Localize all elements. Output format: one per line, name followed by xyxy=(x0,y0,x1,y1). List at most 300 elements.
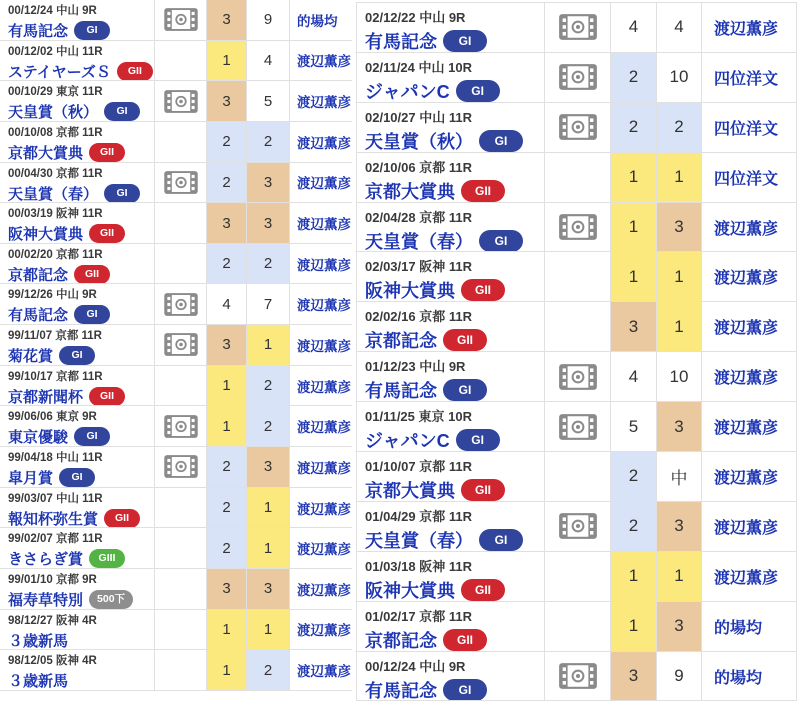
race-name-line xyxy=(365,477,542,501)
race-info-cell xyxy=(0,406,155,446)
race-name-link[interactable]: 菊花賞 xyxy=(8,348,54,365)
jockey-cell xyxy=(290,203,352,243)
video-icon[interactable] xyxy=(164,415,198,438)
frame-number-cell: 3 xyxy=(207,203,247,243)
race-row xyxy=(357,652,796,701)
grade-badge: GI xyxy=(479,130,523,152)
frame-number-cell: 3 xyxy=(611,652,657,701)
jockey-link[interactable]: 渡辺薫彦 xyxy=(714,270,779,288)
race-name-line xyxy=(8,386,152,406)
finish-number-cell: 中 xyxy=(657,452,702,501)
race-name-line xyxy=(8,61,152,81)
finish-number-cell: 3 xyxy=(247,203,290,243)
grade-badge: GII xyxy=(89,224,125,243)
jockey-cell xyxy=(702,552,796,601)
race-row xyxy=(0,163,352,204)
jockey-cell xyxy=(290,0,352,40)
finish-number-cell: 3 xyxy=(657,203,702,252)
jockey-link[interactable]: 渡辺薫彦 xyxy=(297,501,351,517)
frame-number-cell: 1 xyxy=(207,610,247,650)
frame-number-cell: 2 xyxy=(207,163,247,203)
jockey-cell xyxy=(702,302,796,351)
race-row xyxy=(0,0,352,41)
race-name-line xyxy=(8,589,152,609)
frame-number-cell: 3 xyxy=(611,302,657,351)
jockey-cell xyxy=(702,502,796,551)
jockey-link[interactable]: 的場均 xyxy=(297,13,338,29)
race-row xyxy=(357,502,796,552)
jockey-cell xyxy=(290,284,352,324)
race-info-cell xyxy=(0,528,155,568)
race-name-link[interactable]: 天皇賞（秋） xyxy=(365,131,473,152)
race-name-line xyxy=(8,101,152,121)
race-name-link[interactable]: 有馬記念 xyxy=(365,680,437,701)
video-icon[interactable] xyxy=(559,114,597,140)
video-cell xyxy=(155,41,207,81)
jockey-link[interactable]: 渡辺薫彦 xyxy=(714,320,779,338)
race-date: 01/02/17 京都 11R xyxy=(365,608,472,624)
video-icon[interactable] xyxy=(559,364,597,390)
race-name-link[interactable]: 有馬記念 xyxy=(8,23,69,40)
race-name-link[interactable]: 福寿草特別 xyxy=(8,591,84,609)
frame-number-cell: 1 xyxy=(207,41,247,81)
race-name-link[interactable]: きさらぎ賞 xyxy=(8,551,84,568)
video-cell xyxy=(545,652,611,701)
frame-number-cell: 2 xyxy=(611,103,657,152)
race-date: 01/10/07 京都 11R xyxy=(365,459,472,475)
finish-number-cell: 10 xyxy=(657,53,702,102)
race-name-line xyxy=(365,677,542,701)
video-cell xyxy=(155,488,207,528)
jockey-cell xyxy=(702,352,796,401)
jockey-link[interactable]: 渡辺薫彦 xyxy=(297,298,351,314)
finish-number-cell: 9 xyxy=(247,0,290,40)
race-name-link[interactable]: ３歳新馬 xyxy=(8,673,69,690)
race-date: 02/12/22 中山 9R xyxy=(365,10,466,25)
race-name-link[interactable]: 京都記念 xyxy=(365,331,437,352)
finish-number-cell: 2 xyxy=(657,103,702,152)
race-name-link[interactable]: ジャパンC xyxy=(365,431,450,452)
race-name-link[interactable]: 阪神大賞典 xyxy=(365,580,455,601)
race-name-line xyxy=(8,508,152,528)
race-name-link[interactable]: 天皇賞（春） xyxy=(365,231,473,252)
race-info-cell xyxy=(357,203,545,252)
frame-number-cell: 5 xyxy=(611,402,657,451)
jockey-cell xyxy=(290,650,352,690)
race-name-line xyxy=(365,28,542,52)
race-info-cell xyxy=(357,153,545,202)
video-cell xyxy=(545,53,611,102)
race-name-link[interactable]: 京都新聞杯 xyxy=(8,388,84,406)
grade-badge: GII xyxy=(117,62,153,81)
race-date: 98/12/27 阪神 4R xyxy=(8,614,97,627)
race-name-link[interactable]: 有馬記念 xyxy=(365,381,437,402)
grade-badge: GII xyxy=(461,479,505,501)
grade-badge: GII xyxy=(443,629,487,651)
jockey-cell xyxy=(290,447,352,487)
finish-number-cell: 3 xyxy=(247,163,290,203)
race-name-line xyxy=(365,577,542,601)
race-info-cell xyxy=(357,3,545,52)
race-name-line xyxy=(8,223,152,243)
jockey-link[interactable]: 渡辺薫彦 xyxy=(297,217,351,233)
race-date: 99/02/07 京都 11R xyxy=(8,533,103,546)
race-row xyxy=(0,366,352,407)
jockey-link[interactable]: 渡辺薫彦 xyxy=(297,54,351,70)
grade-badge: GII xyxy=(461,180,505,202)
race-row xyxy=(357,203,796,253)
finish-number-cell: 9 xyxy=(657,652,702,701)
race-date: 00/04/30 京都 11R xyxy=(8,167,103,180)
race-name-line xyxy=(365,78,542,102)
race-info-cell xyxy=(0,488,155,528)
race-info-cell xyxy=(357,452,545,501)
jockey-cell xyxy=(702,103,796,152)
jockey-cell xyxy=(702,3,796,52)
jockey-cell xyxy=(702,252,796,301)
video-icon[interactable] xyxy=(164,90,198,113)
race-date: 00/02/20 京都 11R xyxy=(8,248,103,261)
video-icon[interactable] xyxy=(164,333,198,356)
jockey-link[interactable]: 四位洋文 xyxy=(714,170,779,188)
video-icon[interactable] xyxy=(559,663,597,689)
video-icon[interactable] xyxy=(559,513,597,539)
race-info-cell xyxy=(0,163,155,203)
finish-number-cell: 2 xyxy=(247,406,290,446)
race-name-line xyxy=(365,277,542,301)
jockey-link[interactable]: 渡辺薫彦 xyxy=(297,623,351,639)
race-name-link[interactable]: ステイヤーズＳ xyxy=(8,63,111,81)
race-name-link[interactable]: 東京優駿 xyxy=(8,429,69,447)
grade-badge: GI xyxy=(74,427,110,446)
frame-number-cell: 4 xyxy=(611,3,657,52)
frame-number-cell: 1 xyxy=(611,602,657,651)
jockey-link[interactable]: 渡辺薫彦 xyxy=(297,176,351,192)
finish-number-cell: 1 xyxy=(657,153,702,202)
grade-badge: GI xyxy=(104,184,140,203)
race-name-link[interactable]: 京都大賞典 xyxy=(8,144,84,162)
race-date: 00/10/08 京都 11R xyxy=(8,126,103,139)
race-date: 99/03/07 中山 11R xyxy=(8,492,103,505)
video-cell xyxy=(545,552,611,601)
frame-number-cell: 2 xyxy=(207,122,247,162)
frame-number-cell: 2 xyxy=(611,452,657,501)
frame-number-cell: 4 xyxy=(207,284,247,324)
race-info-cell xyxy=(357,652,545,701)
grade-badge: GI xyxy=(59,468,95,487)
finish-number-cell: 3 xyxy=(657,602,702,651)
jockey-cell xyxy=(702,402,796,451)
video-icon[interactable] xyxy=(559,64,597,90)
race-name-link[interactable]: 天皇賞（春） xyxy=(365,530,473,551)
race-name-link[interactable]: 京都大賞典 xyxy=(365,181,455,202)
jockey-link[interactable]: 渡辺薫彦 xyxy=(297,664,351,680)
finish-number-cell: 3 xyxy=(247,447,290,487)
race-name-line xyxy=(8,20,152,40)
jockey-cell xyxy=(290,366,352,406)
frame-number-cell: 1 xyxy=(611,153,657,202)
jockey-link[interactable]: 四位洋文 xyxy=(714,120,779,138)
finish-number-cell: 1 xyxy=(247,488,290,528)
grade-badge: GI xyxy=(443,379,487,401)
jockey-link[interactable]: 的場均 xyxy=(714,669,763,687)
grade-badge: GIII xyxy=(89,549,125,568)
race-name-link[interactable]: 京都大賞典 xyxy=(365,481,455,501)
video-icon[interactable] xyxy=(164,293,198,316)
race-date: 00/03/19 阪神 11R xyxy=(8,208,103,221)
race-info-cell xyxy=(0,244,155,284)
race-info-cell xyxy=(357,53,545,102)
video-icon[interactable] xyxy=(559,414,597,440)
race-date: 99/04/18 中山 11R xyxy=(8,452,103,465)
grade-badge: GI xyxy=(104,102,140,121)
race-row xyxy=(357,302,796,352)
race-date: 02/04/28 京都 11R xyxy=(365,209,472,225)
finish-number-cell: 2 xyxy=(247,650,290,690)
video-cell xyxy=(155,284,207,324)
grade-badge: GI xyxy=(443,30,487,52)
race-row xyxy=(357,552,796,602)
video-cell xyxy=(545,3,611,52)
grade-badge: GII xyxy=(89,387,125,406)
race-name-line xyxy=(8,670,152,690)
jockey-link[interactable]: 渡辺薫彦 xyxy=(297,95,351,111)
jockey-cell xyxy=(702,452,796,501)
grade-badge: GII xyxy=(89,143,125,162)
video-icon[interactable] xyxy=(559,14,597,40)
finish-number-cell: 1 xyxy=(657,302,702,351)
video-cell xyxy=(545,302,611,351)
finish-number-cell: 2 xyxy=(247,122,290,162)
video-cell xyxy=(155,406,207,446)
jockey-link[interactable]: 渡辺薫彦 xyxy=(714,469,779,487)
frame-number-cell: 3 xyxy=(207,0,247,40)
race-info-cell xyxy=(0,203,155,243)
frame-number-cell: 4 xyxy=(611,352,657,401)
race-name-link[interactable]: 天皇賞（春） xyxy=(8,185,99,203)
jockey-link[interactable]: 渡辺薫彦 xyxy=(297,338,351,354)
race-info-cell xyxy=(0,81,155,121)
race-info-cell xyxy=(0,41,155,81)
jockey-link[interactable]: 的場均 xyxy=(714,619,763,637)
race-info-cell xyxy=(357,302,545,351)
race-row xyxy=(357,452,796,502)
race-row xyxy=(0,447,352,488)
video-cell xyxy=(545,153,611,202)
jockey-link[interactable]: 渡辺薫彦 xyxy=(297,135,351,151)
race-info-cell xyxy=(0,0,155,40)
race-row xyxy=(0,203,352,244)
race-results-table-left xyxy=(0,0,352,691)
finish-number-cell: 1 xyxy=(247,610,290,650)
race-row xyxy=(0,650,352,691)
jockey-cell xyxy=(290,122,352,162)
race-row xyxy=(0,406,352,447)
race-row xyxy=(0,284,352,325)
race-name-line xyxy=(8,304,152,324)
race-row xyxy=(0,569,352,610)
race-date: 01/12/23 中山 9R xyxy=(365,359,466,375)
jockey-cell xyxy=(702,602,796,651)
race-date: 02/11/24 中山 10R xyxy=(365,59,472,75)
race-info-cell xyxy=(357,352,545,401)
finish-number-cell: 1 xyxy=(657,252,702,301)
frame-number-cell: 1 xyxy=(611,252,657,301)
race-date: 99/10/17 京都 11R xyxy=(8,370,103,383)
jockey-link[interactable]: 渡辺薫彦 xyxy=(297,420,351,436)
jockey-link[interactable]: 渡辺薫彦 xyxy=(714,370,779,388)
grade-badge: GII xyxy=(74,265,110,284)
race-name-link[interactable]: ジャパンC xyxy=(365,81,450,102)
race-name-link[interactable]: ３歳新馬 xyxy=(8,632,69,650)
video-icon[interactable] xyxy=(164,455,198,478)
race-results-table-right xyxy=(356,2,797,701)
race-name-link[interactable]: 皐月賞 xyxy=(8,470,54,487)
race-info-cell xyxy=(357,252,545,301)
finish-number-cell: 7 xyxy=(247,284,290,324)
race-name-link[interactable]: 有馬記念 xyxy=(365,32,437,52)
race-name-line xyxy=(8,345,152,365)
frame-number-cell: 2 xyxy=(611,53,657,102)
race-name-link[interactable]: 京都記念 xyxy=(8,266,69,284)
video-icon[interactable] xyxy=(559,214,597,240)
jockey-cell xyxy=(290,41,352,81)
jockey-cell xyxy=(702,203,796,252)
jockey-link[interactable]: 渡辺薫彦 xyxy=(297,379,351,395)
grade-badge: GII xyxy=(461,279,505,301)
race-row xyxy=(0,488,352,529)
race-name-line xyxy=(8,264,152,284)
race-row xyxy=(357,602,796,652)
race-date: 02/10/27 中山 11R xyxy=(365,109,472,125)
race-date: 02/10/06 京都 11R xyxy=(365,159,472,175)
jockey-cell xyxy=(290,488,352,528)
jockey-cell xyxy=(702,652,796,701)
race-date: 99/12/26 中山 9R xyxy=(8,289,97,302)
race-name-line xyxy=(365,627,542,651)
video-cell xyxy=(155,163,207,203)
jockey-link[interactable]: 渡辺薫彦 xyxy=(714,220,779,238)
grade-badge: GI xyxy=(59,346,95,365)
race-date: 00/12/02 中山 11R xyxy=(8,45,103,58)
race-row xyxy=(357,153,796,203)
race-date: 00/12/24 中山 9R xyxy=(8,5,97,17)
race-name-line xyxy=(365,327,542,351)
frame-number-cell: 1 xyxy=(611,552,657,601)
jockey-link[interactable]: 渡辺薫彦 xyxy=(714,569,779,587)
race-name-link[interactable]: 京都記念 xyxy=(365,630,437,651)
finish-number-cell: 3 xyxy=(657,502,702,551)
race-date: 99/11/07 京都 11R xyxy=(8,330,102,343)
frame-number-cell: 1 xyxy=(611,203,657,252)
grade-badge: GI xyxy=(456,429,500,451)
frame-number-cell: 1 xyxy=(207,650,247,690)
video-cell xyxy=(155,610,207,650)
video-cell xyxy=(545,203,611,252)
video-cell xyxy=(155,528,207,568)
race-name-line xyxy=(365,228,542,252)
race-row xyxy=(0,528,352,569)
jockey-link[interactable]: 渡辺薫彦 xyxy=(297,582,351,598)
jockey-cell xyxy=(702,153,796,202)
frame-number-cell: 2 xyxy=(207,528,247,568)
jockey-link[interactable]: 渡辺薫彦 xyxy=(297,460,351,476)
jockey-cell xyxy=(290,81,352,121)
frame-number-cell: 1 xyxy=(207,406,247,446)
jockey-link[interactable]: 四位洋文 xyxy=(714,70,779,88)
race-row xyxy=(357,3,796,53)
race-name-link[interactable]: 有馬記念 xyxy=(8,307,69,325)
video-cell xyxy=(545,103,611,152)
race-row xyxy=(357,402,796,452)
video-cell xyxy=(155,447,207,487)
jockey-link[interactable]: 渡辺薫彦 xyxy=(714,20,779,38)
frame-number-cell: 2 xyxy=(207,488,247,528)
frame-number-cell: 2 xyxy=(207,244,247,284)
grade-badge: GII xyxy=(104,509,140,528)
race-info-cell xyxy=(0,650,155,690)
finish-number-cell: 2 xyxy=(247,366,290,406)
finish-number-cell: 3 xyxy=(247,569,290,609)
jockey-link[interactable]: 渡辺薫彦 xyxy=(297,542,351,558)
finish-number-cell: 1 xyxy=(247,325,290,365)
race-name-line xyxy=(8,467,152,487)
video-icon[interactable] xyxy=(164,8,198,31)
video-cell xyxy=(155,650,207,690)
race-name-line xyxy=(8,548,152,568)
video-cell xyxy=(545,402,611,451)
race-name-link[interactable]: 阪神大賞典 xyxy=(8,226,84,243)
video-cell xyxy=(545,452,611,501)
video-cell xyxy=(545,352,611,401)
frame-number-cell: 2 xyxy=(611,502,657,551)
video-cell xyxy=(545,252,611,301)
race-name-link[interactable]: 天皇賞（秋） xyxy=(8,104,99,121)
jockey-link[interactable]: 渡辺薫彦 xyxy=(714,420,779,438)
race-info-cell xyxy=(0,284,155,324)
video-cell xyxy=(155,203,207,243)
race-info-cell xyxy=(357,103,545,152)
race-name-line xyxy=(365,178,542,202)
race-date: 02/03/17 阪神 11R xyxy=(365,259,472,275)
race-name-link[interactable]: 阪神大賞典 xyxy=(365,281,455,302)
grade-badge: GI xyxy=(479,529,523,551)
video-cell xyxy=(155,0,207,40)
race-row xyxy=(0,610,352,651)
race-name-line xyxy=(365,527,542,551)
grade-badge: GI xyxy=(74,21,110,40)
race-row xyxy=(0,122,352,163)
jockey-cell xyxy=(290,406,352,446)
video-cell xyxy=(155,325,207,365)
jockey-link[interactable]: 渡辺薫彦 xyxy=(714,519,779,537)
race-name-link[interactable]: 報知杯弥生賞 xyxy=(8,510,99,528)
race-row xyxy=(0,325,352,366)
race-row xyxy=(0,41,352,82)
video-icon[interactable] xyxy=(164,171,198,194)
race-info-cell xyxy=(0,122,155,162)
finish-number-cell: 4 xyxy=(657,3,702,52)
race-date: 01/03/18 阪神 11R xyxy=(365,558,472,574)
frame-number-cell: 3 xyxy=(207,569,247,609)
video-cell xyxy=(155,122,207,162)
finish-number-cell: 5 xyxy=(247,81,290,121)
race-date: 00/12/24 中山 9R xyxy=(365,658,466,674)
jockey-link[interactable]: 渡辺薫彦 xyxy=(297,257,351,273)
video-cell xyxy=(155,81,207,121)
race-name-line xyxy=(365,427,542,451)
video-cell xyxy=(545,602,611,651)
